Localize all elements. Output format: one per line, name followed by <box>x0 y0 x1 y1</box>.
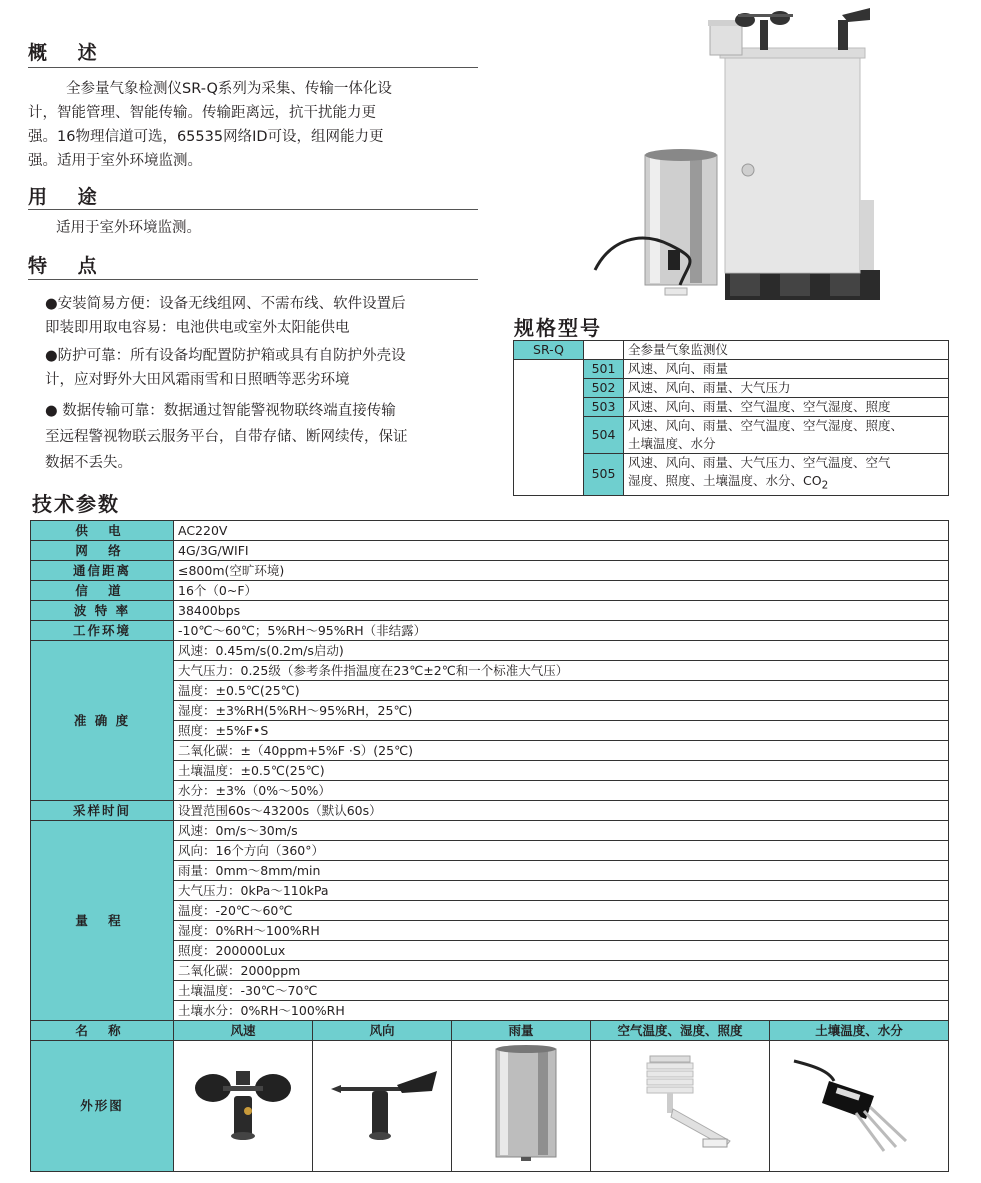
overview-line: 强。16物理信道可选，65535网络ID可设，组网能力更 <box>28 129 384 145</box>
weather-station-photo <box>580 0 880 305</box>
overview-line: 强。适用于室外环境监测。 <box>28 153 202 169</box>
name-cell: 风向 <box>313 1021 452 1041</box>
tech-value: 温度：-20℃～60℃ <box>174 901 949 921</box>
feature-item <box>45 292 485 340</box>
model-desc: 风速、风向、雨量、大气压力 <box>624 379 949 398</box>
tech-value: 38400bps <box>174 601 949 621</box>
tech-key-range: 量 程 <box>31 821 174 1021</box>
model-code: 502 <box>584 379 624 398</box>
model-desc: 风速、风向、雨量 <box>624 360 949 379</box>
feature-line: ●防护可靠：所有设备均配置防护箱或具有自防护外壳设 <box>45 348 406 364</box>
tech-value: 雨量：0mm～8mm/min <box>174 861 949 881</box>
tech-value: 湿度：±3%RH(5%RH～95%RH，25℃) <box>174 701 949 721</box>
models-blank <box>514 360 584 496</box>
models-header-desc: 全参量气象监测仪 <box>624 341 949 360</box>
tech-value: 大气压力：0kPa～110kPa <box>174 881 949 901</box>
appearance-row <box>31 1041 949 1172</box>
tech-value: 湿度：0%RH～100%RH <box>174 921 949 941</box>
model-desc-line: 土壤温度、水分 <box>628 436 716 451</box>
feature-line: 数据不丢失。 <box>45 455 132 471</box>
model-desc-line <box>628 472 944 495</box>
feature-line: ● 数据传输可靠：数据通过智能警视物联终端直接传输 <box>45 403 396 419</box>
model-desc <box>624 454 949 496</box>
tech-value: 照度：200000Lux <box>174 941 949 961</box>
tech-key-accuracy: 准 确 度 <box>31 641 174 801</box>
features-list <box>45 292 485 476</box>
appearance-key: 外形图 <box>31 1041 174 1172</box>
usage-title: 用 途 <box>28 186 109 208</box>
tech-row <box>31 641 949 661</box>
model-desc-sub: 2 <box>821 479 829 492</box>
tech-key: 波 特 率 <box>31 601 174 621</box>
tech-title: 技术参数 <box>32 492 120 516</box>
rain-gauge-image-cell <box>452 1041 591 1172</box>
feature-line: 至远程警视物联云服务平台，自带存储、断网续传，保证 <box>45 429 408 445</box>
soil-sensor-icon <box>774 1041 944 1166</box>
tech-value: 温度：±0.5℃(25℃) <box>174 681 949 701</box>
usage-text: 适用于室外环境监测。 <box>56 220 201 236</box>
anemometer-image-cell <box>174 1041 313 1172</box>
tech-row <box>31 521 949 541</box>
overview-line: 计，智能管理、智能传输。传输距离远，抗干扰能力更 <box>28 105 376 121</box>
tech-row <box>31 541 949 561</box>
tech-value: -10℃～60℃；5%RH～95%RH（非结露） <box>174 621 949 641</box>
tech-value: ≤800m(空旷环境) <box>174 561 949 581</box>
model-desc-text: 湿度、照度、土壤温度、水分、CO <box>628 473 822 488</box>
tech-row <box>31 601 949 621</box>
name-cell: 雨量 <box>452 1021 591 1041</box>
model-desc <box>624 417 949 454</box>
rain-gauge-icon <box>456 1041 586 1166</box>
feature-line: ●安装简易方便：设备无线组网、不需布线、软件设置后 <box>45 296 406 312</box>
tech-key: 采样时间 <box>31 801 174 821</box>
tech-value: 照度：±5%F•S <box>174 721 949 741</box>
tech-key: 供 电 <box>31 521 174 541</box>
models-series: SR-Q <box>514 341 584 360</box>
tech-key: 信 道 <box>31 581 174 601</box>
models-table <box>513 340 949 496</box>
tech-value: 大气压力：0.25级（参考条件指温度在23℃±2℃和一个标准大气压） <box>174 661 949 681</box>
model-desc-line: 风速、风向、雨量、空气温度、空气湿度、照度、 <box>628 418 904 433</box>
tech-value: 土壤水分：0%RH～100%RH <box>174 1001 949 1021</box>
names-key: 名 称 <box>31 1021 174 1041</box>
tech-value: 二氧化碳：2000ppm <box>174 961 949 981</box>
overview-text <box>28 77 478 173</box>
usage-rule <box>28 209 478 210</box>
name-cell: 风速 <box>174 1021 313 1041</box>
tech-row <box>31 801 949 821</box>
tech-key: 网 络 <box>31 541 174 561</box>
tech-value: AC220V <box>174 521 949 541</box>
tech-value: 土壤温度：-30℃～70℃ <box>174 981 949 1001</box>
air-sensor-icon <box>595 1041 765 1166</box>
feature-item <box>45 344 485 392</box>
model-code: 505 <box>584 454 624 496</box>
tech-row <box>31 561 949 581</box>
tech-value: 风速：0m/s～30m/s <box>174 821 949 841</box>
wind-vane-icon <box>317 1041 447 1166</box>
models-header-row <box>514 341 949 360</box>
tech-key: 工作环境 <box>31 621 174 641</box>
tech-value: 水分：±3%（0%～50%） <box>174 781 949 801</box>
model-code: 501 <box>584 360 624 379</box>
models-row <box>514 360 949 379</box>
model-desc: 风速、风向、雨量、空气温度、空气湿度、照度 <box>624 398 949 417</box>
soil-sensor-image-cell <box>770 1041 949 1172</box>
feature-line: 计，应对野外大田风霜雨雪和日照晒等恶劣环境 <box>45 372 350 388</box>
wind-vane-image-cell <box>313 1041 452 1172</box>
tech-value: 4G/3G/WIFI <box>174 541 949 561</box>
tech-key: 通信距离 <box>31 561 174 581</box>
model-code: 503 <box>584 398 624 417</box>
feature-item <box>45 398 485 476</box>
models-title: 规格型号 <box>514 316 602 340</box>
features-rule <box>28 279 478 280</box>
tech-value: 风速：0.45m/s(0.2m/s启动) <box>174 641 949 661</box>
anemometer-icon <box>178 1041 308 1166</box>
model-code: 504 <box>584 417 624 454</box>
features-title: 特 点 <box>28 255 109 277</box>
overview-title: 概 述 <box>28 42 109 64</box>
name-cell: 空气温度、湿度、照度 <box>591 1021 770 1041</box>
models-empty-cell <box>584 341 624 360</box>
model-desc-line: 风速、风向、雨量、大气压力、空气温度、空气 <box>628 455 891 470</box>
overview-rule <box>28 67 478 68</box>
names-row <box>31 1021 949 1041</box>
tech-row <box>31 821 949 841</box>
tech-table <box>30 520 949 1172</box>
name-cell: 土壤温度、水分 <box>770 1021 949 1041</box>
overview-line: 全参量气象检测仪SR-Q系列为采集、传输一体化设 <box>66 81 392 97</box>
tech-value: 设置范围60s～43200s（默认60s） <box>174 801 949 821</box>
tech-row <box>31 581 949 601</box>
tech-value: 二氧化碳：±（40ppm+5%F ·S）(25℃) <box>174 741 949 761</box>
tech-value: 土壤温度：±0.5℃(25℃) <box>174 761 949 781</box>
tech-value: 16个（0~F） <box>174 581 949 601</box>
air-sensor-image-cell <box>591 1041 770 1172</box>
tech-value: 风向：16个方向（360°） <box>174 841 949 861</box>
tech-row <box>31 621 949 641</box>
feature-line: 即装即用取电容易：电池供电或室外太阳能供电 <box>45 320 350 336</box>
